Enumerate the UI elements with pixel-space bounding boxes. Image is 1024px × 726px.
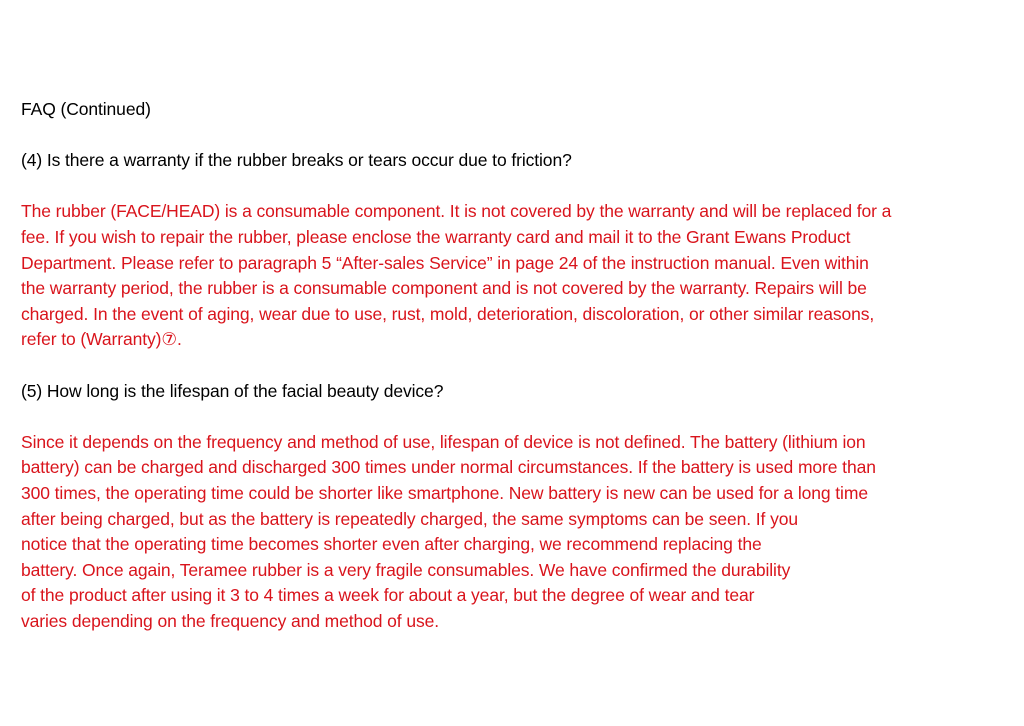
answer-line: Department. Please refer to paragraph 5 “After-sales Service” in page 24 of the instruction manual. Even within — [21, 252, 869, 273]
answer-line: battery. Once again, Teramee rubber is a very fragile consumables. We have confirmed the durability — [21, 559, 791, 580]
answer-line: refer to (Warranty)⑦. — [21, 329, 182, 350]
answer-line: varies depending on the frequency and method of use. — [21, 610, 440, 631]
faq-question-4: (4) Is there a warranty if the rubber breaks or tears occur due to friction? — [21, 150, 572, 171]
faq-content — [21, 97, 1006, 634]
answer-line: 300 times, the operating time could be shorter like smartphone. New battery is new can be used for a long time — [21, 482, 868, 503]
answer-line: Since it depends on the frequency and method of use, lifespan of device is not defined. The battery (lithium ion — [21, 431, 866, 452]
answer-line: The rubber (FACE/HEAD) is a consumable component. It is not covered by the warranty and will be replaced for a — [21, 201, 892, 222]
answer-line: the warranty period, the rubber is a consumable component and is not covered by the warranty. Repairs will be — [21, 278, 867, 299]
answer-line: battery) can be charged and discharged 300 times under normal circumstances. If the battery is used more than — [21, 457, 876, 478]
answer-line: notice that the operating time becomes shorter even after charging, we recommend replacing the — [21, 534, 762, 555]
faq-answer-4 — [21, 199, 1006, 353]
page-title: FAQ (Continued) — [21, 99, 151, 119]
faq-answer-5 — [21, 430, 1006, 635]
answer-line: fee. If you wish to repair the rubber, please enclose the warranty card and mail it to the Grant Ewans Product — [21, 226, 851, 247]
answer-line: after being charged, but as the battery is repeatedly charged, the same symptoms can be seen. If you — [21, 508, 798, 529]
answer-line: of the product after using it 3 to 4 times a week for about a year, but the degree of wear and tear — [21, 585, 755, 606]
faq-question-5: (5) How long is the lifespan of the facial beauty device? — [21, 380, 444, 401]
answer-line: charged. In the event of aging, wear due to use, rust, mold, deterioration, discoloration, or other similar reasons, — [21, 303, 875, 324]
